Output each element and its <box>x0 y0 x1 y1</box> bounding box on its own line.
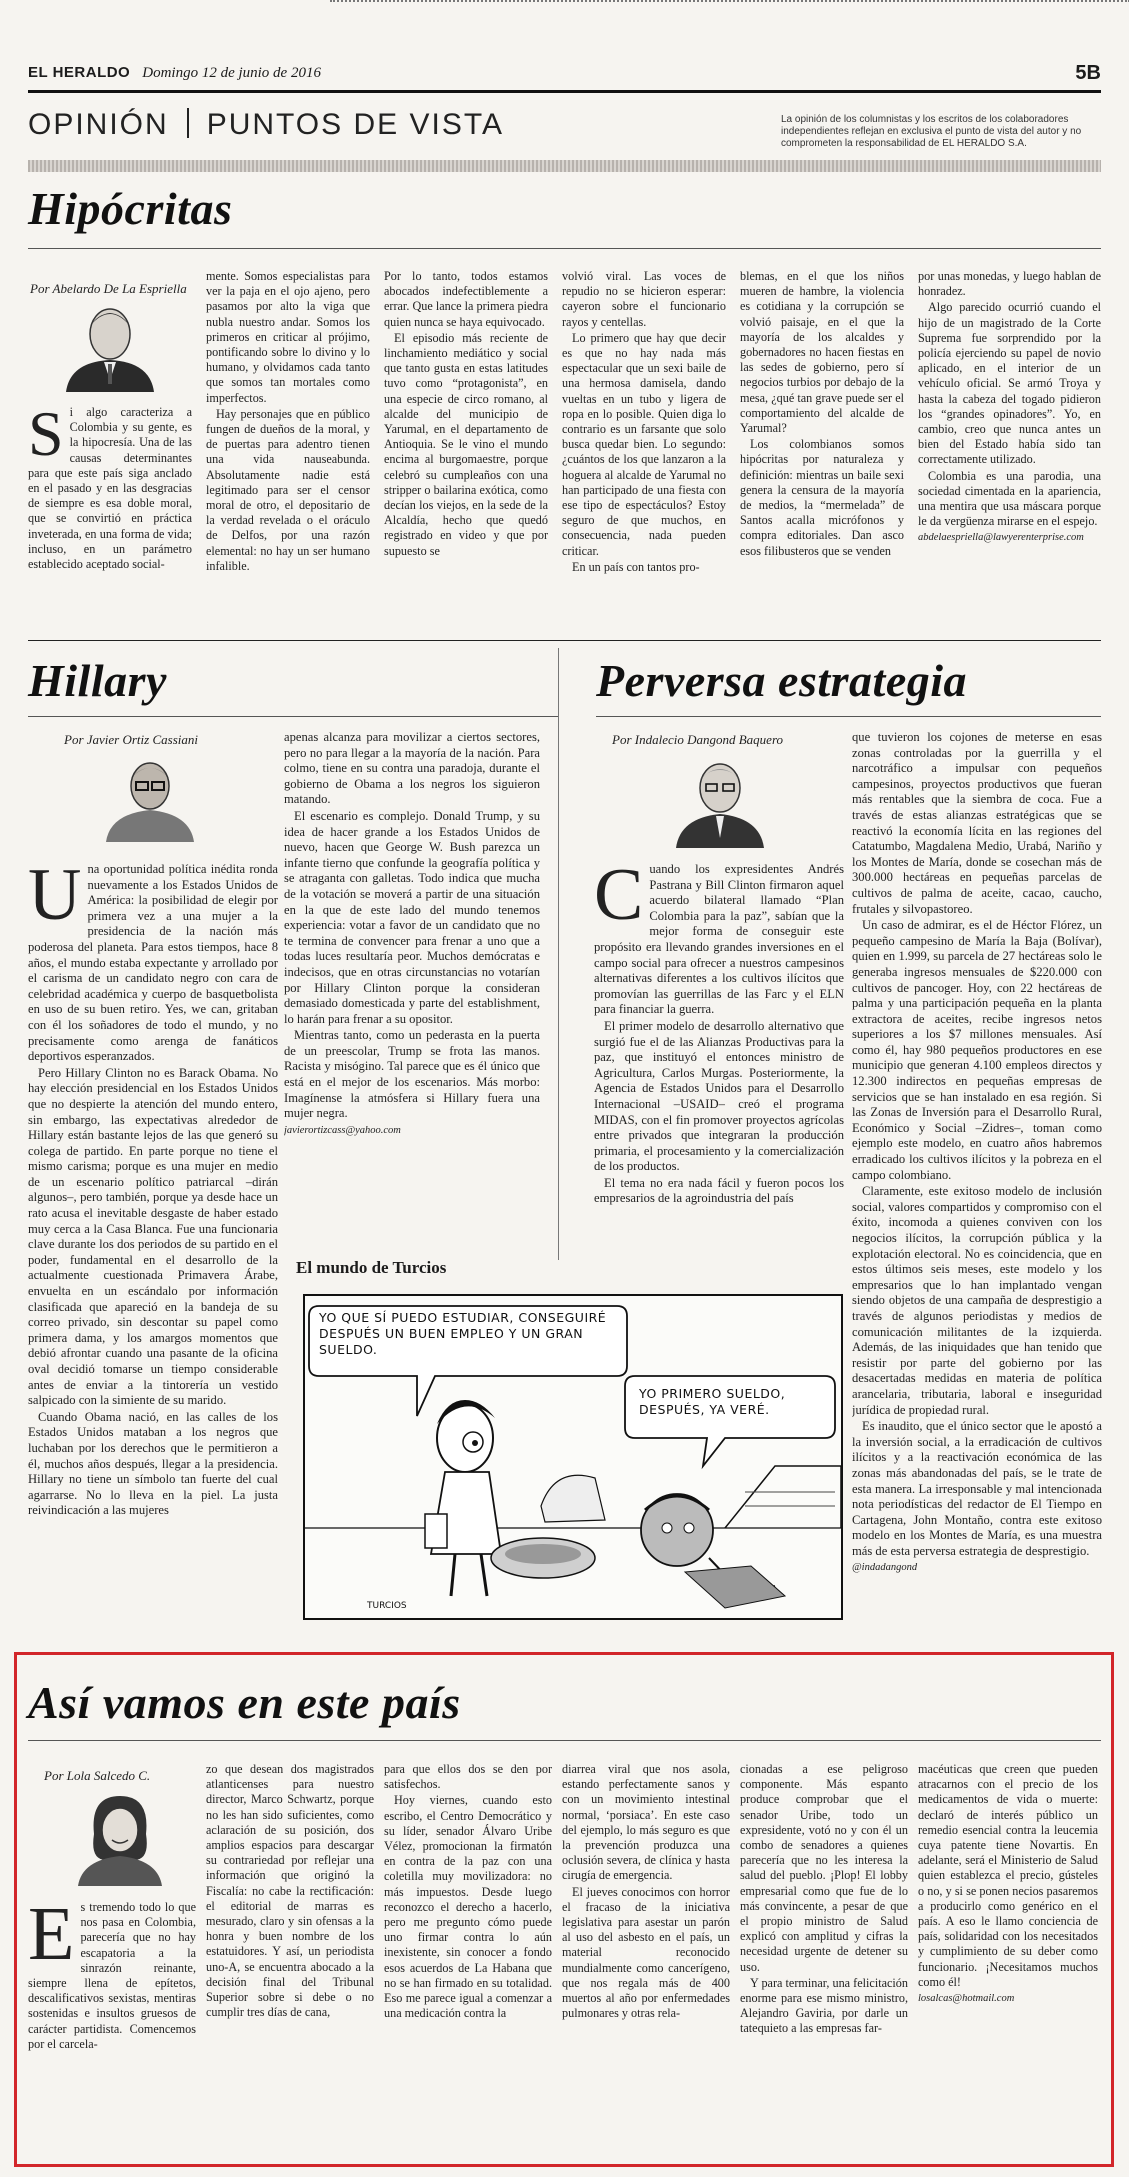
article-column <box>284 730 540 1238</box>
byline: Por Lola Salcedo C. <box>44 1768 151 1783</box>
decorative-band <box>28 160 1101 172</box>
body-text: blemas, en el que los niños mueren de hambre, la violencia es cotidiana y la corrupción se volvió paisaje, en el que la mayoría de los alcaldes y gobernadores no hacen fiestas en las sedes de gobierno, pero sí negocios turbios por debajo de la mesa, ¿qué tan grave puede ser el comportamiento del alcalde de Yarumal? <box>740 269 904 436</box>
divider <box>28 716 558 717</box>
drop-cap: E <box>28 1900 75 1976</box>
body-text: uando los expresidentes Andrés Pastrana y Bill Clinton firmaron aquel acuerdo bilateral llamado “Plan Colombia para la paz”, sabían que la mejor forma de conseguir este propósito era llevando grandes inversiones en el campo social para ofrecer a nuestros campesinos alternativas diferentes a los cultivos ilícitos que promovían las guerrillas de las Farc y el ELN para financiar la guerra. <box>594 862 844 1017</box>
author-portrait-icon <box>60 300 160 397</box>
body-text: El primer modelo de desarrollo alternativo que surgió fue el de las Alianzas Productivas para la paz, que instituyó el entonces ministro de Agricultura, Carlos Murgas. Posteriormente, la Agencia de Estados Unidos para el Desarrollo Internacional –USAID– creó el programa MIDAS, con el fin promover proyectos agrícolas entre privados que integraran la producción primaria, el procesamiento y la comercialización de los productos. <box>594 1018 844 1174</box>
body-text: macéuticas que creen que pueden atracarnos con el precio de los medicamentos de vida o muerte: declaró de interés público un remedio esencial contra la leucemia cuya patente tiene Novartis. En adelante, será el Ministerio de Salud quien establezca el precio, gústeles o no, y si se ponen necios pasaremos a producirlo como genérico en el país. A eso le llamo conciencia de país, solidaridad con los necesitados y cumplimiento de su deber como funcionario. ¡Necesitamos muchos como él! <box>918 1762 1098 1989</box>
cartoon-signature: TURCIOS <box>367 1601 407 1611</box>
author-portrait-icon <box>670 752 770 853</box>
author-portrait-icon <box>70 1790 170 1891</box>
byline: Por Javier Ortiz Cassiani <box>64 732 198 747</box>
body-text: Colombia es una parodia, una sociedad cimentada en la apariencia, una mentira que usa máscara porque le da vergüenza mirarse en el espejo. <box>918 468 1101 529</box>
author-email: abdelaespriella@lawyerenterprise.com <box>918 532 1084 544</box>
divider <box>28 640 1101 641</box>
article-column <box>594 862 844 1242</box>
drop-cap: S <box>28 405 64 469</box>
article-headline-asi-vamos: Así vamos en este país <box>28 1677 461 1728</box>
body-text: El tema no era nada fácil y fueron pocos los empresarios de la agroindustria del país <box>594 1175 844 1206</box>
body-text: Los colombianos somos hipócritas por naturaleza y definición: mientras un baile sexi genera la censura de la mayoría de medios, la “mermelada” de Santos acalla micrófonos y compra editoriales. Dan asco esos filibusteros que se venden <box>740 437 904 558</box>
article-headline-hipocritas: Hipócritas <box>28 183 233 234</box>
divider <box>596 716 1101 717</box>
body-text: Hay personajes que en público fungen de dueños de la moral, y de puertas para adentro tienen una vida nauseabunda. Absolutamente nadie está legitimado para ser el censor moral de otro, el depositario de la verdad revelada o el oráculo de Delfos, por una razón elemental: no hay un ser humano infalible. <box>206 406 370 573</box>
body-text: Pero Hillary Clinton no es Barack Obama. No hay elección presidencial en los Estados Unidos que no despierte la atención del mundo entero, sin embargo, las expectativas alrededor de Hillary están bastante lejos de las que generó su colega de partido. En parte porque no tiene el mismo carisma; porque es una mujer en medio de un escenario político patriarcal –dirán algunos–, pero también, porque ya desde hace un rato acusa el inevitable desgaste de haber estado muy cerca a la Casa Blanca. Fue una funcionaria clave durante los dos periodos de su partido en el poder, fundamental en el desarrollo de la actualmente cuestionada Primavera Árabe, envuelta en un escándalo por información clasificada que apareció en la bandeja de su correo privado, sin descontar su papel como primera dama, y los amargos momentos que debió afrontar cuando una pasante de la oficina oval decidió tomarse un tiempo considerable antes de enviar a la tintorería un vestido salpicado con la simiente de su marido. <box>28 1065 278 1408</box>
article-column <box>918 1762 1098 2154</box>
section-title: OPINIÓN <box>28 108 169 141</box>
article-column <box>28 862 278 1632</box>
body-text: Algo parecido ocurrió cuando el hijo de un magistrado de la Corte Suprema fue sorprendido por la policía ejerciendo su papel de novio aplicado, en el interior de un vehículo oficial. Se armó Troya y hasta la cabeza del togado pidieron los “grandes opinadores”. Yo, en cambio, creo que nunca antes un bien del Estado había sido tan correctamente utilizado. <box>918 300 1101 467</box>
divider <box>28 248 1101 249</box>
article-headline-perversa: Perversa estrategia <box>596 655 968 706</box>
speech-bubble: YO PRIMERO SUELDO, DESPUÉS, YA VERÉ. <box>639 1386 786 1417</box>
byline: Por Abelardo De La Espriella <box>30 281 187 296</box>
paper-name: EL HERALDO <box>28 64 131 81</box>
body-text: na oportunidad política inédita ronda nuevamente a los Estados Unidos de América: la posibilidad de elegir por primera vez a una mujer a la presidencia de la nación más poderosa del planeta. Para estos tiempos, hace 8 años, el mundo estaba expectante y arrollado por el carisma de un candidato negro con cara de celebridad académica y cuerpo de basquetbolista en uso de su buen retiro. Yes, we can, gritaban con él los soñadores de todo el mundo, y no precisamente como arenga de fanáticos deportivos esperanzados. <box>28 862 278 1064</box>
section-header <box>28 108 1101 158</box>
cartoon-title: El mundo de Turcios <box>296 1258 447 1277</box>
body-text: Claramente, este exitoso modelo de inclusión social, valores compartidos y compromiso con el éxito, incomoda a quienes conviven con los negocios ilícitos, la corrupción pública y la explotación electoral. No es coincidencia, que en estos últimos seis meses, este modelo y los empresarios que lo han implantado vengan siendo objetos de una campaña de desprestigio a través de algunos periodistas y medios de comunicación militantes de la izquierda. Además, de las iniquidades que han tenido que resistir por parte del gobierno por las desacertadas medidas en materia de política arancelaria, tributaria, laboral e inseguridad jurídica de propiedad rural. <box>852 1184 1102 1417</box>
article-column <box>918 269 1101 664</box>
body-text: Y para terminar, una felicitación enorme para ese mismo ministro, Alejandro Gaviria, por darle un tatequieto a las empresas far- <box>740 1975 908 2036</box>
section-subtitle: PUNTOS DE VISTA <box>206 108 504 141</box>
divider <box>28 1740 1101 1741</box>
author-email: @indadangond <box>852 1562 918 1574</box>
body-text: que tuvieron los cojones de meterse en esas zonas controladas por la guerrilla y el narcotráfico a impulsar con pequeños campesinos, proyectos productivos que fueran más rentables que la siembra de coca. Fue a través de estas alianzas estratégicas que se reactivó la economía lícita en las regiones del Catatumbo, Magdalena Medio, Urabá, Nariño y los Montes de María, donde se cosechan más de 300.000 hectáreas en pequeñas parcelas de cultivos de palma de aceite, cacao, caucho, frutales y silvopastoreo. <box>852 730 1102 916</box>
body-text: apenas alcanza para movilizar a ciertos sectores, pero no para llegar a la mayoría de la nación. Para colmo, tiene en su contra una paradoja, durante el gobierno de Obama a los negros los siguieron matando. <box>284 730 540 807</box>
body-text: Un caso de admirar, es el de Héctor Flórez, un pequeño campesino de María la Baja (Bolívar), quien en 1.999, su parcela de 27 hectáreas solo le generaba ingresos mensuales de $220.000 con cultivos de pancoger. Hoy, con 22 hectáreas de palma y una participación pequeña en la planta extractora de aceites, recibe ingresos netos superiores a los $7 millones mensuales. Así como él, hay 980 pequeños productores en ese municipio que generan 4.100 empleos directos y 12.300 indirectos en pequeñas empresas de servicios que se han instalado en esa región. Si las Zonas de Inversión para el Desarrollo Rural, Económico y Social –Zidres–, toman como ejemplo este modelo, en cuatro años habremos erradicado los cultivos ilícitos y la pobreza en el campo colombiano. <box>852 918 1102 1182</box>
body-text: El episodio más reciente de linchamiento mediático y social que tanto gusta en estas latitudes tuvo como “protagonista”, en una especie de circo romano, al alcalde del municipio de Yarumal, en el departamento de Antioquia. Se le vino el mundo encima al burgomaestre, porque celebró su cumpleaños con una stripper o bailarina exótica, como decían los viejos, en la sede de la Alcaldía, hecho que quedó registrado en video y que por supuesto se <box>384 330 548 558</box>
body-text: Lo primero que hay que decir es que no hay nada más espectacular que un sexi baile de una hermosa damisela, dando vueltas en un tubo y ligera de ropa en lo posible. Quien diga lo contrario es un farsante que solo busca quedar bien. Lo segundo: ¿cuántos de los que lanzaron a la hoguera al alcalde de Yarumal no han participado de una fiesta con ese tipo de espectáculos? Estoy seguro de que muchos, en consecuencia, nada pueden criticar. <box>562 330 726 558</box>
author-email: losalcas@hotmail.com <box>918 1993 1015 2005</box>
article-column <box>740 269 904 664</box>
page-folio <box>28 64 1101 93</box>
body-text: diarrea viral que nos asola, estando perfectamente sanos y con un movimiento intestinal normal, ‘porsiaca’. En este caso del ejemplo, lo más seguro es que la prevención produzca una oclusión severa, de clínica y hasta cirugía de emergencia. <box>562 1762 730 1883</box>
article-column <box>28 405 192 660</box>
article-column <box>562 1762 730 2154</box>
article-column <box>384 269 548 664</box>
byline: Por Indalecio Dangond Baquero <box>612 732 784 747</box>
body-text: i algo caracteriza a Colombia y su gente, es la hipocresía. Una de las causas determinantes para que este país siga anclado en el pasado y en las desgracias de siempre es esa doble moral, que se convirtió en práctica inveterada, en una forma de vida; incluso, en un parámetro establecido aceptado social- <box>28 405 192 572</box>
drop-cap: U <box>28 862 82 936</box>
issue-date: Domingo 12 de junio de 2016 <box>142 65 321 81</box>
body-text: s tremendo todo lo que nos pasa en Colombia, parecería que no hay escapatoria a la sinrazón reinante, siempre llena de epítetos, descalificativos sexistas, mentiras sostenidas e insultos gruesos de carácter partidista. Comencemos por el carcela- <box>28 1900 196 2051</box>
article-column <box>206 269 370 664</box>
editorial-cartoon <box>303 1294 843 1620</box>
article-column <box>28 1900 196 2154</box>
page-number: 5B <box>1075 62 1101 84</box>
body-text: Hoy viernes, cuando esto escribo, el Centro Democrático y su líder, senador Álvaro Uribe Vélez, promocionan la firmatón en contra de la paz con una coletilla muy movilizadora: no más impuestos. Desde luego reconozco el derecho a hacerlo, pero me pregunto cómo puede uno firmar contra lo aún inexistente, sin conocer a fondo esos acuerdos de La Habana que no se han firmado en su totalidad. Eso me parece igual a comenzar a una medicación contra la <box>384 1793 552 2021</box>
article-column <box>384 1762 552 2154</box>
body-text: En un país con tantos pro- <box>572 559 700 574</box>
body-text: El jueves conocimos con horror el fracaso de la iniciativa legislativa para asestar un parón al uso del asbesto en el país, un material reconocido mundialmente como cancerígeno, que nos regala más de 400 muertos al año por enfermedades pulmonares y otras rela- <box>562 1884 730 2021</box>
top-perforation <box>330 0 1129 8</box>
body-text: zo que desean dos magistrados atlanticenses para nuestro director, Marco Schwartz, porque no les han sido suficientes, como aclaración de su posición, dos amplios espacios para descargar su contrariedad por reflejar una información que originó la Fiscalía: no cabe la rectificación: el editorial de marras es mesurado, claro y sin ofensas a la honra y buen nombre de los estatuidores. Y así, un periodista uno-A, se encuentra abocado a la decisión final del Tribunal Superior sobre si debe o no cumplir tres días de cana, <box>206 1762 374 2020</box>
article-column <box>740 1762 908 2154</box>
article-column <box>562 269 726 664</box>
body-text: mente. Somos especialistas para ver la paja en el ojo ajeno, pero pasamos por alto la viga que nubla nuestro andar. Somos los primeros en criticar al prójimo, pontificando sobre lo divino y lo humano, y olvidamos cada tanto que somos tan mortales como imperfectos. <box>206 269 370 405</box>
body-text: volvió viral. Las voces de repudio no se hicieron esperar: cayeron sobre el funcionario rayos y centellas. <box>562 269 726 329</box>
article-column <box>852 730 1102 1636</box>
article-column <box>206 1762 374 2154</box>
drop-cap: C <box>594 862 644 936</box>
body-text: Mientras tanto, como un pederasta en la puerta de un preescolar, Trump se frota las manos. Racista y misógino. Tal parece que es él único que está en el mejor de los escenarios. Más morbo: Imagínense la atmósfera si Hillary fuera una mujer negra. <box>284 1028 540 1121</box>
body-text: El escenario es complejo. Donald Trump, y su idea de hacer grande a los Estados Unidos de nuevo, hacen que George W. Bush parezca un infante tierno que confunde la geografía política y se atraganta con galletas. Todo indica que mucha de la votación se moverá a partir de una situación en la que de este lado del mundo tenemos experiencia: votar a favor de un candidato que no te termina de convencer para frenar a uno que a todas luces resultaría peor. Muchos demócratas e indecisos, que en otras circunstancias no votarían por Hillary Clinton porque la consideran demasiado domesticada y parte del establishment, lo harán para frenar a su opositor. <box>284 808 540 1026</box>
author-email: javierortizcass@yahoo.com <box>284 1124 401 1136</box>
body-text: cionadas a ese peligroso componente. Más espanto produce comprobar que el senador Uribe, todo un expresidente, votó no y con él un combo de senadores a quienes parecería que no les interesa la salud del pueblo. ¡Plop! El lobby empresarial como que fue de lo más convincente, a pesar de que el propio ministro de Salud explicó con amplitud y cifras la necesidad urgente de detener su uso. <box>740 1762 908 1974</box>
article-headline-hillary: Hillary <box>28 655 167 706</box>
body-text: para que ellos dos se den por satisfechos. <box>384 1762 552 1792</box>
section-divider <box>187 108 189 138</box>
body-text: Por lo tanto, todos estamos abocados indefectiblemente a errar. Que lance la primera piedra quien nunca se haya equivocado. <box>384 269 548 329</box>
body-text: Es inaudito, que el único sector que le apostó a la inversión social, a la erradicación de cultivos ilícitos y a la reactivación económica de las zonas más abandonadas del país, se le trate de esta manera. La irresponsable y mal intencionada nota periodísticas del redactor de El Tiempo en Cartagena, John Montaño, contra este exitoso modelo en los Montes de María, es una muestra más de esta perversa estrategia de desprestigio. <box>852 1419 1102 1558</box>
author-portrait-icon <box>100 752 200 847</box>
body-text: Cuando Obama nació, en las calles de los Estados Unidos mataban a los negros que luchaban por los derechos que le permitieron a él, muchos años después, llegar a la presidencia. Hillary no tiene un símbolo tan fuerte del cual agarrarse. No lo lleva en la piel. La justa reivindicación a las mujeres <box>28 1409 278 1518</box>
speech-bubble: YO QUE SÍ PUEDO ESTUDIAR, CONSEGUIRÉ DESPUÉS UN BUEN EMPLEO Y UN GRAN SUELDO. <box>319 1310 607 1357</box>
body-text: por unas monedas, y luego hablan de honradez. <box>918 269 1101 299</box>
column-divider <box>558 648 559 1260</box>
section-disclaimer: La opinión de los columnistas y los escritos de los colaboradores independientes reflejan en exclusiva el punto de vista del autor y no comprometen la responsabilidad de EL HERALDO S.A. <box>781 114 1082 149</box>
